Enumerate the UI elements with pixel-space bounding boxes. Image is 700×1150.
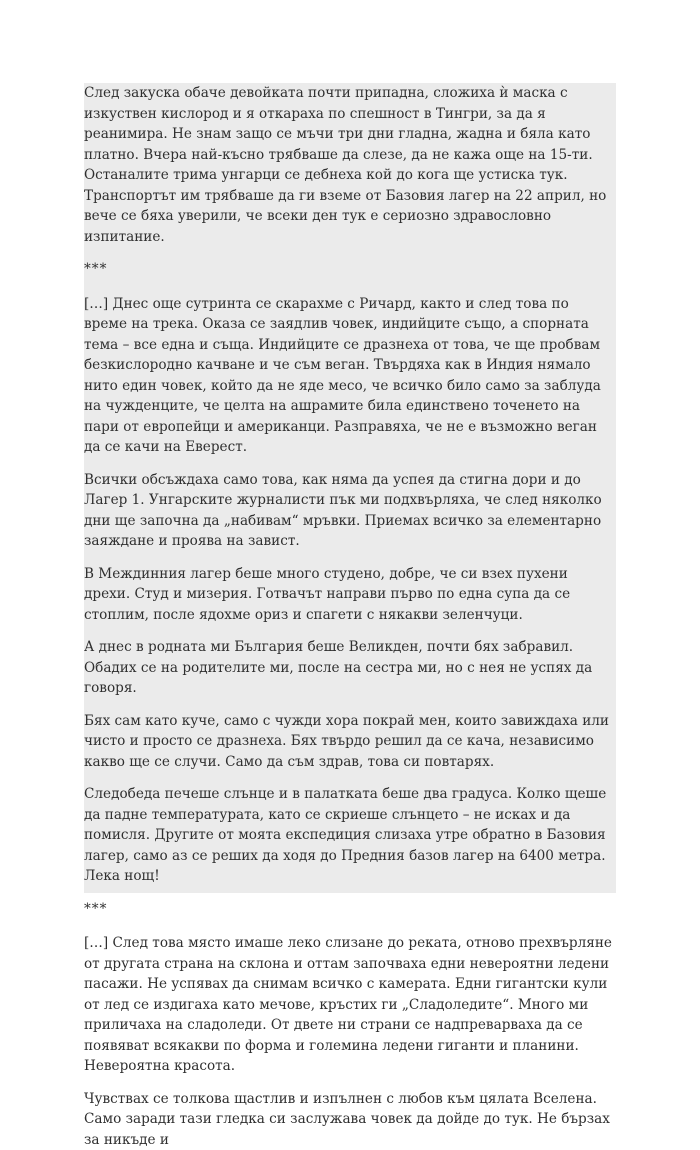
paragraph-3: Всички обсъждаха само това, как няма да успея да стигна дори и до Лагер 1. Унгарските журналисти пък ми подхвърляха, че след няколко дни ще започна да „набивам“ мръвки. Приемах всичко за елементарно заяждане и проява на завист. <box>84 470 616 552</box>
paragraph-6: Бях сам като куче, само с чужди хора покрай мен, които завиждаха или чисто и просто се дразнеха. Бях твърдо решил да се кача, независимо какво ще се случи. Само да съм здрав, това си повтарях. <box>84 711 616 773</box>
paragraph-4: В Междинния лагер беше много студено, добре, че си взех пухени дрехи. Студ и мизерия. Готвачът направи първо по една супа да се стоплим, после ядохме ориз и спагети с някакви зеленчуци. <box>84 564 616 626</box>
paragraph-1: След закуска обаче девойката почти припадна, сложиха ѝ маска с изкуствен кислород и я откараха по спешност в Тингри, за да я реанимира. Не знам защо се мъчи три дни гладна, жадна и бяла като платно. Вчера най-късно трябваше да слезе, да не кажа още на 15-ти. Останалите трима унгарци се дебнеха кой до кога ще устиска тук. Транспортът им трябваше да ги вземе от Базовия лагер на 22 април, но вече се бяха уверили, че всеки ден тук е сериозно здравословно изпитание. <box>84 83 616 247</box>
paragraph-7: Следобеда печеше слънце и в палатката беше два градуса. Колко щеше да падне температурата, като се скриеше слънцето – не исках и да помисля. Другите от моята експедиция слизаха утре обратно в Базовия лагер, само аз се реших да ходя до Предния базов лагер на 6400 метра. Лека нощ! <box>84 784 616 887</box>
paragraph-2: […] Днес още сутринта се скарахме с Ричард, както и след това по време на трека. Оказа се заядлив човек, индийците също, а спорната тема – все една и съща. Индийците се дразнеха от това, че ще пробвам безкислородно качване и че съм веган. Твърдяха как в Индия нямало нито един човек, който да не яде месо, че всичко било само за заблуда на чужденците, че целта на ашрамите била единствено точенето на пари от европейци и американци. Разправяха, че не е възможно веган да се качи на Еверест. <box>84 294 616 458</box>
paragraph-9: Чувствах се толкова щастлив и изпълнен с любов към цялата Вселена. Само заради тази гледка си заслужава човек да дойде до тук. Не бързах за никъде и <box>84 1089 616 1150</box>
section-separator-2: *** <box>84 899 616 920</box>
document-text-block <box>84 83 616 893</box>
paragraph-5: А днес в родната ми България беше Великден, почти бях забравил. Обадих се на родителите ми, после на сестра ми, но с нея не успях да говоря. <box>84 637 616 699</box>
section-separator-1: *** <box>84 259 616 280</box>
paragraph-8: […] След това място имаше леко слизане до реката, отново прехвърляне от другата страна на склона и оттам започваха едни невероятни ледени пасажи. Не успявах да снимам всичко с камерата. Едни гигантски кули от лед се издигаха като мечове, кръстих ги „Сладоледите“. Много ми приличаха на сладоледи. От двете ни страни се надпреварваха да се появяват всякакви по форма и големина ледени гиганти и планини. Невероятна красота. <box>84 933 616 1077</box>
